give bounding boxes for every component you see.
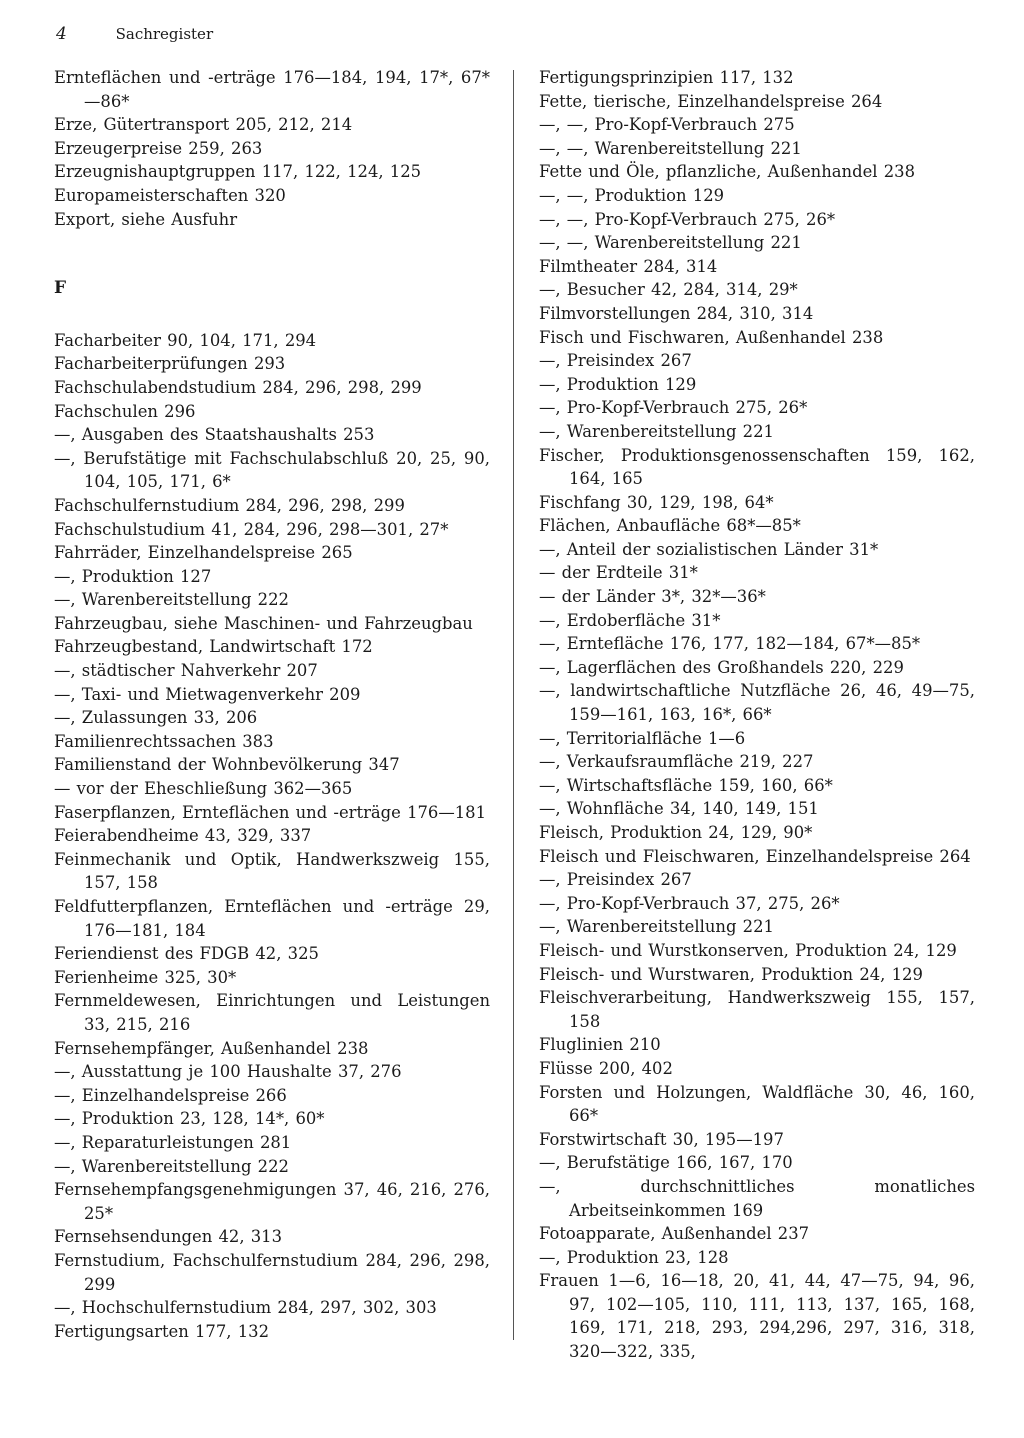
- index-entry: —, —, Warenbereitstellung 221: [539, 138, 802, 158]
- index-entry: Facharbeiter 90, 104, 171, 294: [54, 330, 317, 350]
- index-entry: Fleisch- und Wurstkonserven, Produktion 24, 129: [539, 940, 957, 960]
- index-entry: —, Wohnfläche 34, 140, 149, 151: [539, 799, 819, 819]
- index-entry: Fernsehempfangsgenehmigungen 37, 46, 216, 276, 25*: [54, 1180, 490, 1223]
- index-entry: —, Wirtschaftsfläche 159, 160, 66*: [539, 775, 833, 795]
- index-entry: —, Produktion 23, 128, 14*, 60*: [54, 1109, 325, 1129]
- index-entry: Europameisterschaften 320: [54, 185, 286, 205]
- index-entry: —, Ausstattung je 100 Haushalte 37, 276: [54, 1062, 402, 1082]
- index-entry: —, Berufstätige mit Fachschulabschluß 20, 25, 90, 104, 105, 171, 6*: [54, 448, 490, 492]
- index-column-left: [54, 66, 490, 1343]
- index-entry: Erze, Gütertransport 205, 212, 214: [54, 115, 353, 135]
- index-entry: Feierabendheime 43, 329, 337: [54, 826, 312, 846]
- index-entry: Fahrzeugbau, siehe Maschinen- und Fahrzeugbau: [54, 613, 473, 633]
- index-entry: —, Anteil der sozialistischen Länder 31*: [539, 539, 879, 559]
- index-entry: —, Warenbereitstellung 222: [54, 590, 289, 610]
- index-entry: —, —, Pro-Kopf-Verbrauch 275: [539, 115, 795, 135]
- index-entry: —, Warenbereitstellung 221: [539, 917, 774, 937]
- index-entry: Fertigungsarten 177, 132: [54, 1321, 269, 1341]
- index-entry: Fernstudium, Fachschulfernstudium 284, 296, 298, 299: [54, 1250, 490, 1294]
- page-title: Sachregister: [115, 25, 214, 43]
- column-divider: [513, 70, 514, 1340]
- index-entry: —, Lagerflächen des Großhandels 220, 229: [539, 657, 904, 677]
- index-entry: Faserpflanzen, Ernteflächen und -erträge 176—181: [54, 802, 487, 822]
- index-entry: —, Territorialfläche 1—6: [539, 728, 746, 748]
- index-entry: Forstwirtschaft 30, 195—197: [539, 1129, 784, 1149]
- index-entry: —, Besucher 42, 284, 314, 29*: [539, 280, 798, 300]
- index-entry: Feriendienst des FDGB 42, 325: [54, 944, 319, 964]
- index-entry: —, Erntefläche 176, 177, 182—184, 67*—85*: [539, 634, 921, 654]
- index-entry: —, —, Warenbereitstellung 221: [539, 233, 802, 253]
- section-letter: F: [54, 278, 67, 299]
- index-entry: —, Warenbereitstellung 221: [539, 421, 774, 441]
- index-entry: Ernteflächen und -erträge 176—184, 194, 17*, 67*—86*: [54, 68, 490, 111]
- index-entry: — der Erdteile 31*: [539, 563, 698, 583]
- index-entry: Fachschulstudium 41, 284, 296, 298—301, 27*: [54, 519, 449, 539]
- index-entry: —, Preisindex 267: [539, 351, 692, 371]
- index-entry: —, Berufstätige 166, 167, 170: [539, 1153, 793, 1173]
- index-entry: Fachschulfernstudium 284, 296, 298, 299: [54, 495, 405, 515]
- index-entry: —, Produktion 23, 128: [539, 1247, 729, 1267]
- index-entry: —, —, Produktion 129: [539, 185, 725, 205]
- index-entry: Fahrräder, Einzelhandelspreise 265: [54, 543, 353, 563]
- index-entry: Fleisch, Produktion 24, 129, 90*: [539, 823, 813, 842]
- index-entry: —, Preisindex 267: [539, 870, 692, 890]
- index-entry: Familienrechtssachen 383: [54, 731, 274, 751]
- index-entry: Fahrzeugbestand, Landwirtschaft 172: [54, 637, 373, 657]
- index-entry: —, Erdoberfläche 31*: [539, 610, 721, 630]
- index-entry: —, durchschnittliches monatliches Arbeitseinkommen 169: [539, 1176, 975, 1220]
- index-entry: Ferienheime 325, 30*: [54, 967, 237, 987]
- index-entry: Facharbeiterprüfungen 293: [54, 354, 286, 374]
- index-entry: —, Produktion 127: [54, 566, 212, 586]
- index-entry: —, städtischer Nahverkehr 207: [54, 661, 318, 681]
- index-entry: —, landwirtschaftliche Nutzfläche 26, 46, 49—75, 159—161, 163, 16*, 66*: [539, 681, 975, 725]
- index-entry: —, —, Pro-Kopf-Verbrauch 275, 26*: [539, 209, 836, 229]
- index-entry: —, Einzelhandelspreise 266: [54, 1085, 287, 1105]
- index-entry: Fleischverarbeitung, Handwerkszweig 155, 157, 158: [539, 988, 975, 1031]
- index-entry: Forsten und Holzungen, Waldfläche 30, 46, 160, 66*: [539, 1082, 975, 1126]
- index-entry: Erzeugnishauptgruppen 117, 122, 124, 125: [54, 162, 422, 182]
- index-entry: Fluglinien 210: [539, 1035, 661, 1055]
- index-entry: Fernmeldewesen, Einrichtungen und Leistungen 33, 215, 216: [54, 991, 490, 1034]
- index-entry: Fette und Öle, pflanzliche, Außenhandel 238: [539, 162, 916, 182]
- index-entry: —, Ausgaben des Staatshaushalts 253: [54, 425, 375, 445]
- index-entry: Frauen 1—6, 16—18, 20, 41, 44, 47—75, 94, 96, 97, 102—105, 110, 111, 113, 137, 165, 168, 169, 171, 218, 293, 294,296, 297, 316, 318, 320—322, 335,: [539, 1271, 975, 1362]
- index-entry: Fisch und Fischwaren, Außenhandel 238: [539, 327, 884, 347]
- index-entry: Erzeugerpreise 259, 263: [54, 138, 263, 158]
- index-entry: Fischfang 30, 129, 198, 64*: [539, 492, 774, 512]
- index-entry: Familienstand der Wohnbevölkerung 347: [54, 755, 400, 775]
- index-entry: Fleisch- und Wurstwaren, Produktion 24, 129: [539, 964, 923, 984]
- index-entry: Export, siehe Ausfuhr: [54, 209, 238, 229]
- index-entry: Fachschulen 296: [54, 401, 196, 421]
- index-entry: —, Hochschulfernstudium 284, 297, 302, 303: [54, 1298, 437, 1318]
- index-entry: — der Länder 3*, 32*—36*: [539, 587, 766, 607]
- index-entry: Flüsse 200, 402: [539, 1058, 673, 1078]
- index-entry: Feinmechanik und Optik, Handwerkszweig 155, 157, 158: [54, 849, 490, 893]
- index-entry: Filmvorstellungen 284, 310, 314: [539, 303, 814, 323]
- index-entry: —, Pro-Kopf-Verbrauch 275, 26*: [539, 398, 808, 418]
- index-entry: Fernsehsendungen 42, 313: [54, 1227, 283, 1247]
- index-entry: —, Pro-Kopf-Verbrauch 37, 275, 26*: [539, 893, 840, 913]
- index-entry: Filmtheater 284, 314: [539, 256, 718, 276]
- index-entry: Fernsehempfänger, Außenhandel 238: [54, 1038, 369, 1058]
- index-entry: —, Taxi- und Mietwagenverkehr 209: [54, 684, 361, 704]
- index-entry: —, Zulassungen 33, 206: [54, 708, 258, 728]
- index-entry: Fachschulabendstudium 284, 296, 298, 299: [54, 377, 422, 397]
- index-entry: —, Verkaufsraumfläche 219, 227: [539, 752, 814, 772]
- index-column-right: [539, 66, 975, 1364]
- index-entry: Fette, tierische, Einzelhandelspreise 264: [539, 91, 883, 111]
- index-entry: Feldfutterpflanzen, Ernteflächen und -erträge 29, 176—181, 184: [54, 897, 490, 940]
- index-entry: Fischer, Produktionsgenossenschaften 159, 162, 164, 165: [539, 445, 975, 489]
- index-entry: — vor der Eheschließung 362—365: [54, 779, 353, 799]
- page-header: [56, 24, 213, 44]
- index-entry: —, Warenbereitstellung 222: [54, 1156, 289, 1176]
- index-entry: Flächen, Anbaufläche 68*—85*: [539, 516, 801, 536]
- index-entry: Fertigungsprinzipien 117, 132: [539, 68, 794, 87]
- index-entry: Fleisch und Fleischwaren, Einzelhandelspreise 264: [539, 846, 971, 866]
- index-entry: Fotoapparate, Außenhandel 237: [539, 1224, 810, 1244]
- page-number: 4: [56, 24, 67, 44]
- index-entry: —, Reparaturleistungen 281: [54, 1132, 292, 1152]
- index-entry: —, Produktion 129: [539, 374, 697, 394]
